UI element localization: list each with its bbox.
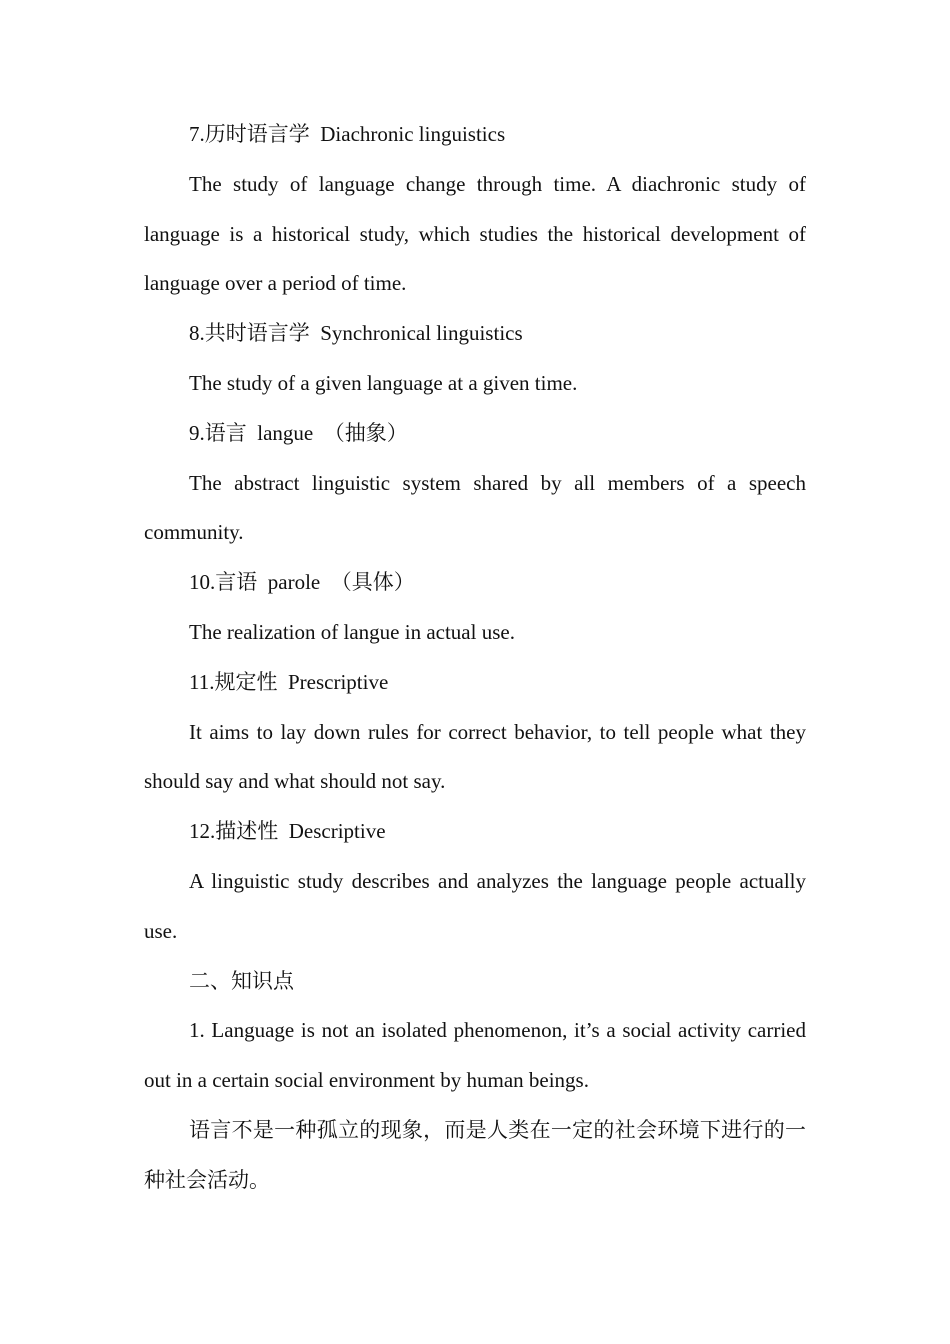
document-body	[144, 110, 806, 1206]
definition-diachronic: The study of language change through time. A diachronic study of language is a historical study, which studies the historical development of language over a period of time.	[144, 171, 806, 296]
term-heading-synchronical: 8.共时语言学 Synchronical linguistics	[189, 321, 523, 346]
definition-parole: The realization of langue in actual use.	[189, 619, 515, 644]
knowledge-point-1-chinese: 语言不是一种孤立的现象，而是人类在一定的社会环境下进行的一种社会活动。	[144, 1117, 806, 1192]
knowledge-point-1-english: 1. Language is not an isolated phenomenon, it’s a social activity carried out in a certain social environment by human beings.	[144, 1018, 806, 1093]
term-heading-prescriptive: 11.规定性 Prescriptive	[189, 669, 389, 694]
section-heading-knowledge-points: 二、知识点	[189, 968, 294, 993]
definition-langue: The abstract linguistic system shared by all members of a speech community.	[144, 470, 806, 545]
definition-descriptive: A linguistic study describes and analyzes the language people actually use.	[144, 868, 806, 943]
definition-prescriptive: It aims to lay down rules for correct behavior, to tell people what they should say and what should not say.	[144, 719, 806, 794]
definition-synchronical: The study of a given language at a given time.	[189, 370, 578, 395]
term-heading-parole: 10.言语 parole （具体）	[189, 570, 415, 595]
term-heading-langue: 9.语言 langue （抽象）	[189, 420, 408, 445]
term-heading-diachronic: 7.历时语言学 Diachronic linguistics	[189, 122, 506, 146]
term-heading-descriptive: 12.描述性 Descriptive	[189, 819, 386, 844]
